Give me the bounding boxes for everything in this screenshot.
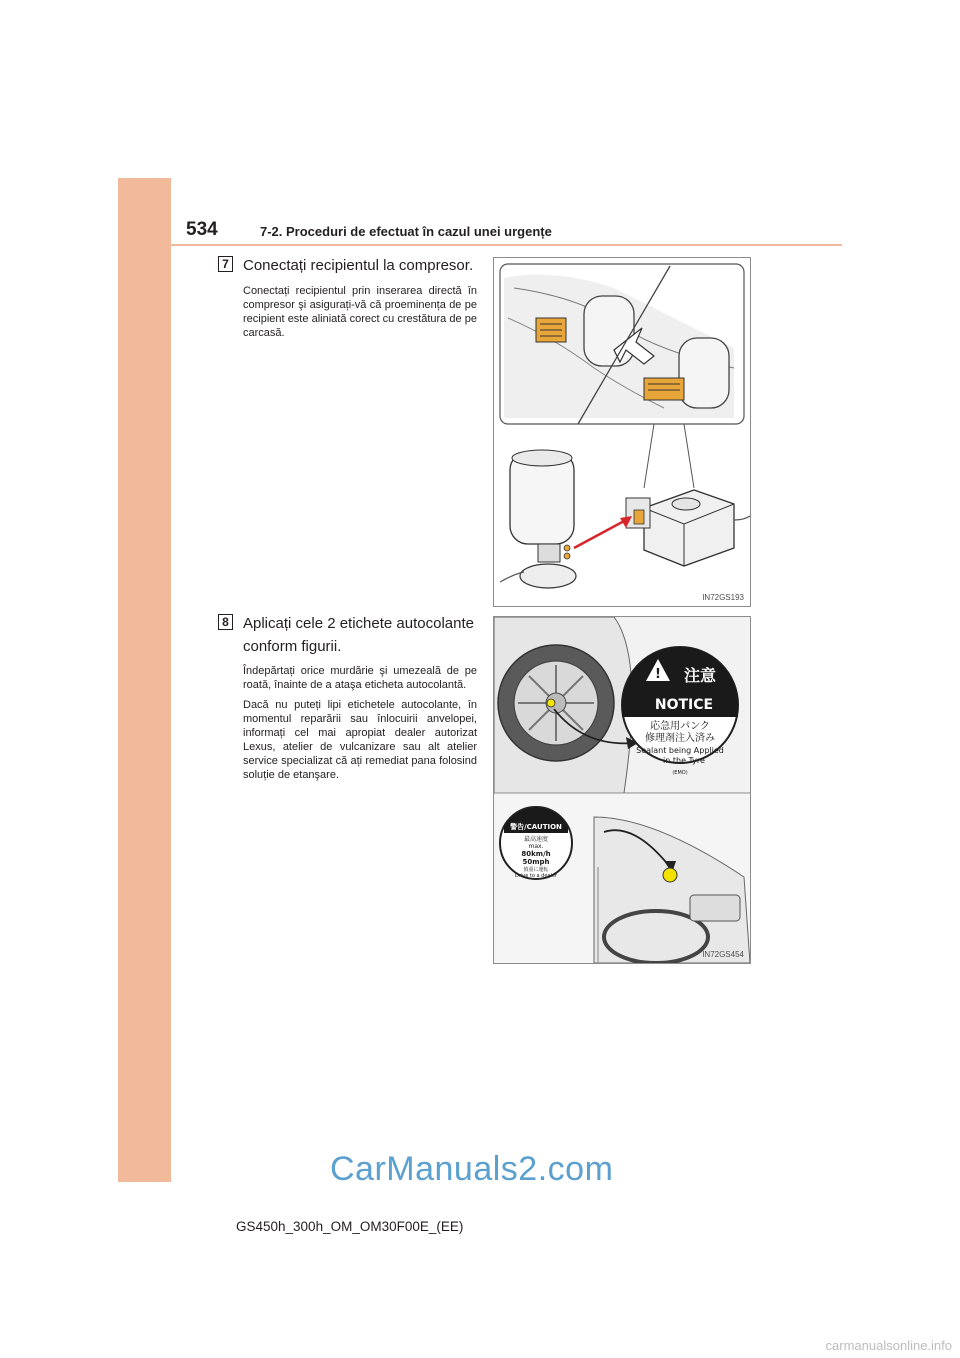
svg-text:!: ! xyxy=(655,667,661,682)
step-8-body xyxy=(243,664,477,788)
compressor-illustration xyxy=(494,258,750,606)
step-7-paragraph: Conectați recipientul prin inserarea directă în compresor şi asigurați-vă că proeminența de pe recipient este aliniată corect cu crestătura de pe carcasă. xyxy=(243,285,477,339)
step-8-paragraph-2: Dacă nu puteți lipi etichetele autocolante, în momentul reparării sau înlocuirii anvelopei, informați cel mai apropiat dealer autorizat Lexus, atelier de vulcanizare sau alt atelier service specializat că ați remediat pana folosind soluție de etanşare. xyxy=(243,699,477,781)
caution-line-4: 50mph xyxy=(522,858,550,866)
watermark: CarManuals2.com xyxy=(330,1150,614,1188)
step-8-title: Aplicați cele 2 etichete autocolante conform figurii. xyxy=(243,615,474,655)
figure-sticker-placement xyxy=(493,616,751,964)
step-8-badge: 8 xyxy=(218,614,233,630)
step-7-title: Conectați recipientul la compresor. xyxy=(243,257,474,274)
page-number: 534 xyxy=(186,219,218,240)
step-7-badge: 7 xyxy=(218,256,233,272)
notice-line-2: 修理剤注入済み xyxy=(645,733,715,744)
step-7-body xyxy=(243,284,477,346)
figure-compressor-connection xyxy=(493,257,751,607)
notice-line-1: 応急用パンク xyxy=(650,721,710,732)
figure-7-code: IN72GS193 xyxy=(702,593,744,602)
caution-line-1: 最高速度 xyxy=(523,836,549,843)
section-title: 7-2. Proceduri de efectuat în cazul unei urgențe xyxy=(260,224,552,239)
caution-bottom: 慎重に運転 xyxy=(523,867,549,873)
notice-line-4: in the Tyre xyxy=(663,756,705,765)
document-id: GS450h_300h_OM_OM30F00E_(EE) xyxy=(236,1219,464,1234)
caution-line-3: 80km/h xyxy=(521,850,551,858)
step-8-paragraph-1: Îndepărtați orice murdărie şi umezeală de pe roată, înainte de a ataşa eticheta autocolantă. xyxy=(243,665,477,691)
notice-code: (EMO) xyxy=(672,770,688,776)
notice-heading: NOTICE xyxy=(654,697,714,713)
site-watermark: carmanualsonline.info xyxy=(825,1338,952,1353)
header-rule xyxy=(171,244,842,246)
chapter-sidebar-tab xyxy=(118,178,171,1182)
caution-line-2: max. xyxy=(528,843,544,850)
caution-arc: Drive to a dealer xyxy=(514,873,558,879)
notice-kanji: 注意 xyxy=(683,666,717,685)
caution-header: 警告/CAUTION xyxy=(510,823,562,831)
sticker-illustration xyxy=(494,617,750,963)
notice-line-3: Sealant being Applied xyxy=(636,746,724,755)
figure-8-code: IN72GS454 xyxy=(702,950,744,959)
